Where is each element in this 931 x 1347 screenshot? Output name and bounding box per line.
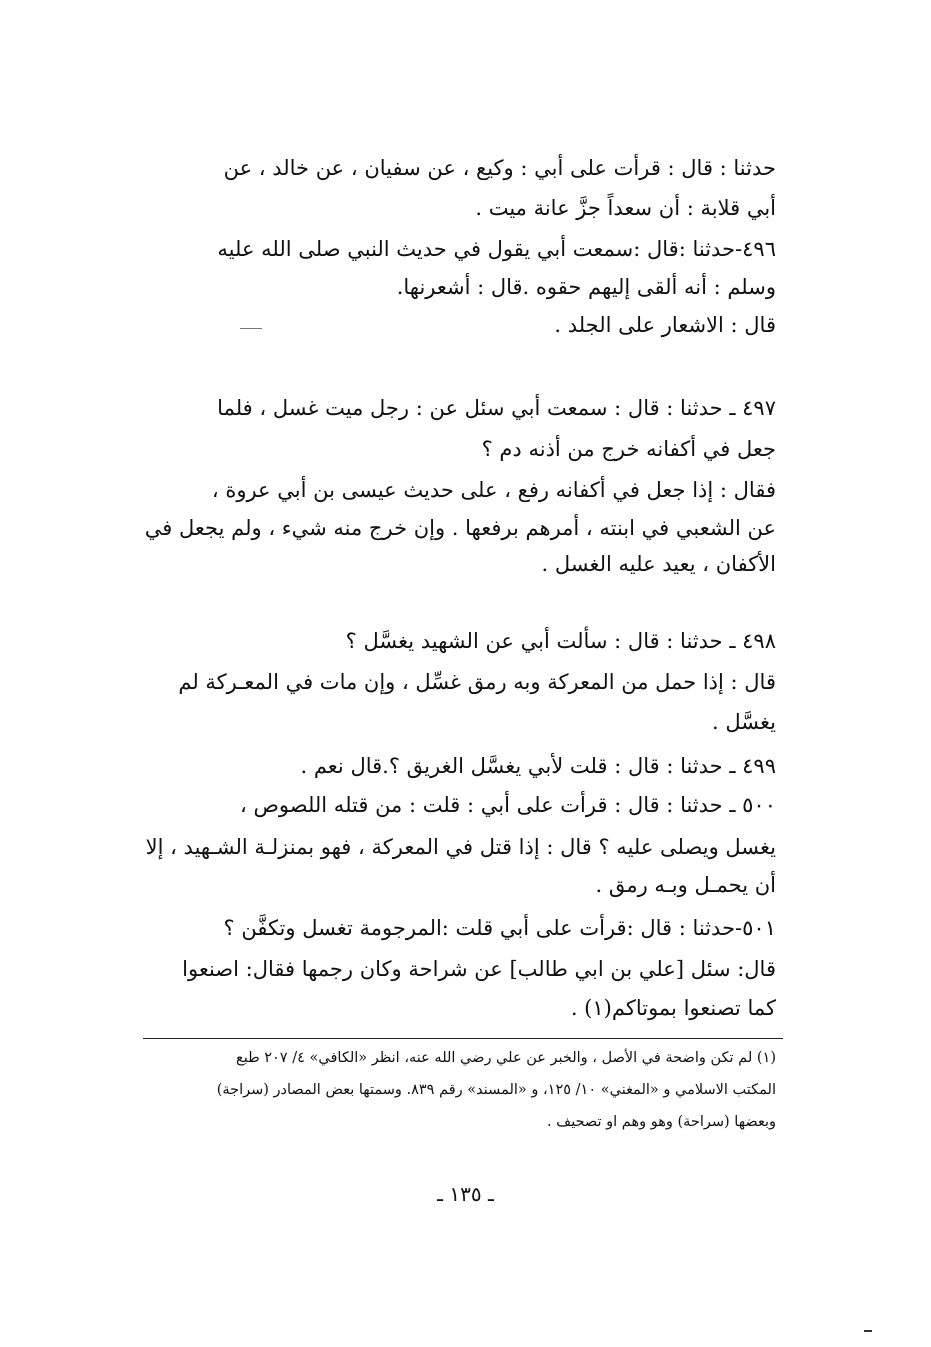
page-number: ـ ١٣٥ ـ xyxy=(437,1182,494,1206)
hadith-497-line: ٤٩٧ ـ حدثنا : قال : سمعت أبي سئل عن : رجل ميت غسل ، فلما xyxy=(217,396,776,420)
footnote-line: وبعضها (سراحة) وهو وهم او تصحيف . xyxy=(546,1114,776,1130)
corner-mark xyxy=(864,1330,872,1332)
text-line: حدثنا : قال : قرأت على أبي : وكيع ، عن سفيان ، عن خالد ، عن xyxy=(223,156,776,180)
footnote-line: (١) لم تكن واضحة في الأصل ، والخبر عن علي رضي الله عنه، انظر «الكافي» ٤/ ٢٠٧ طبع xyxy=(235,1050,776,1066)
hadith-499-line: ٤٩٩ ـ حدثنا : قال : قلت لأبي يغسَّل الغريق ؟.قال نعم . xyxy=(300,754,776,778)
text-line: فقال : إذا جعل في أكفانه رفع ، على حديث عيسى بن أبي عروة ، xyxy=(211,478,776,502)
hadith-498-line: ٤٩٨ ـ حدثنا : قال : سألت أبي عن الشهيد يغسَّل ؟ xyxy=(345,629,776,653)
text-line: كما تصنعوا بموتاكم(١) . xyxy=(570,996,776,1020)
hadith-500-line: ٥٠٠ ـ حدثنا : قال : قرأت على أبي : قلت : من قتله اللصوص ، xyxy=(240,793,776,817)
footnote-line: المكتب الاسلامي و «المغني» ١٠/ ١٢٥، و «المسند» رقم ٨٣٩. وسمتها بعض المصادر (سراجة) xyxy=(216,1082,776,1098)
text-line: قال: سئل [علي بن ابي طالب] عن شراحة وكان رجمها فقال: اصنعوا xyxy=(182,957,776,981)
text-line: قال : الاشعار على الجلد . xyxy=(554,313,776,337)
hadith-496-line: ٤٩٦-حدثنا :قال :سمعت أبي يقول في حديث النبي صلى الله عليه xyxy=(217,237,776,261)
text-line: الأكفان ، يعيد عليه الغسل . xyxy=(541,552,776,576)
text-line: قال : إذا حمل من المعركة وبه رمق غسِّل ، وإن مات في المعـركة لم xyxy=(178,670,776,694)
footnote-separator xyxy=(143,1038,783,1039)
text-line: أبي قلابة : أن سعداً جزَّ عانة ميت . xyxy=(475,196,776,220)
stray-mark xyxy=(240,328,262,329)
text-line: يغسل ويصلى عليه ؟ قال : إذا قتل في المعركة ، فهو بمنزلـة الشـهيد ، إلا xyxy=(145,835,776,859)
text-line: يغسَّل . xyxy=(712,710,776,734)
text-line: وسلم : أنه ألقى إليهم حقوه .قال : أشعرنها. xyxy=(396,275,776,299)
text-line: عن الشعبي في ابنته ، أمرهم برفعها . وإن خرج منه شيء ، ولم يجعل في xyxy=(144,516,776,540)
hadith-501-line: ٥٠١-حدثنا : قال :قرأت على أبي قلت :المرجومة تغسل وتكفَّن ؟ xyxy=(223,916,776,940)
text-line: أن يحمـل وبـه رمق . xyxy=(595,873,776,897)
text-line: جعل في أكفانه خرج من أذنه دم ؟ xyxy=(481,437,776,461)
